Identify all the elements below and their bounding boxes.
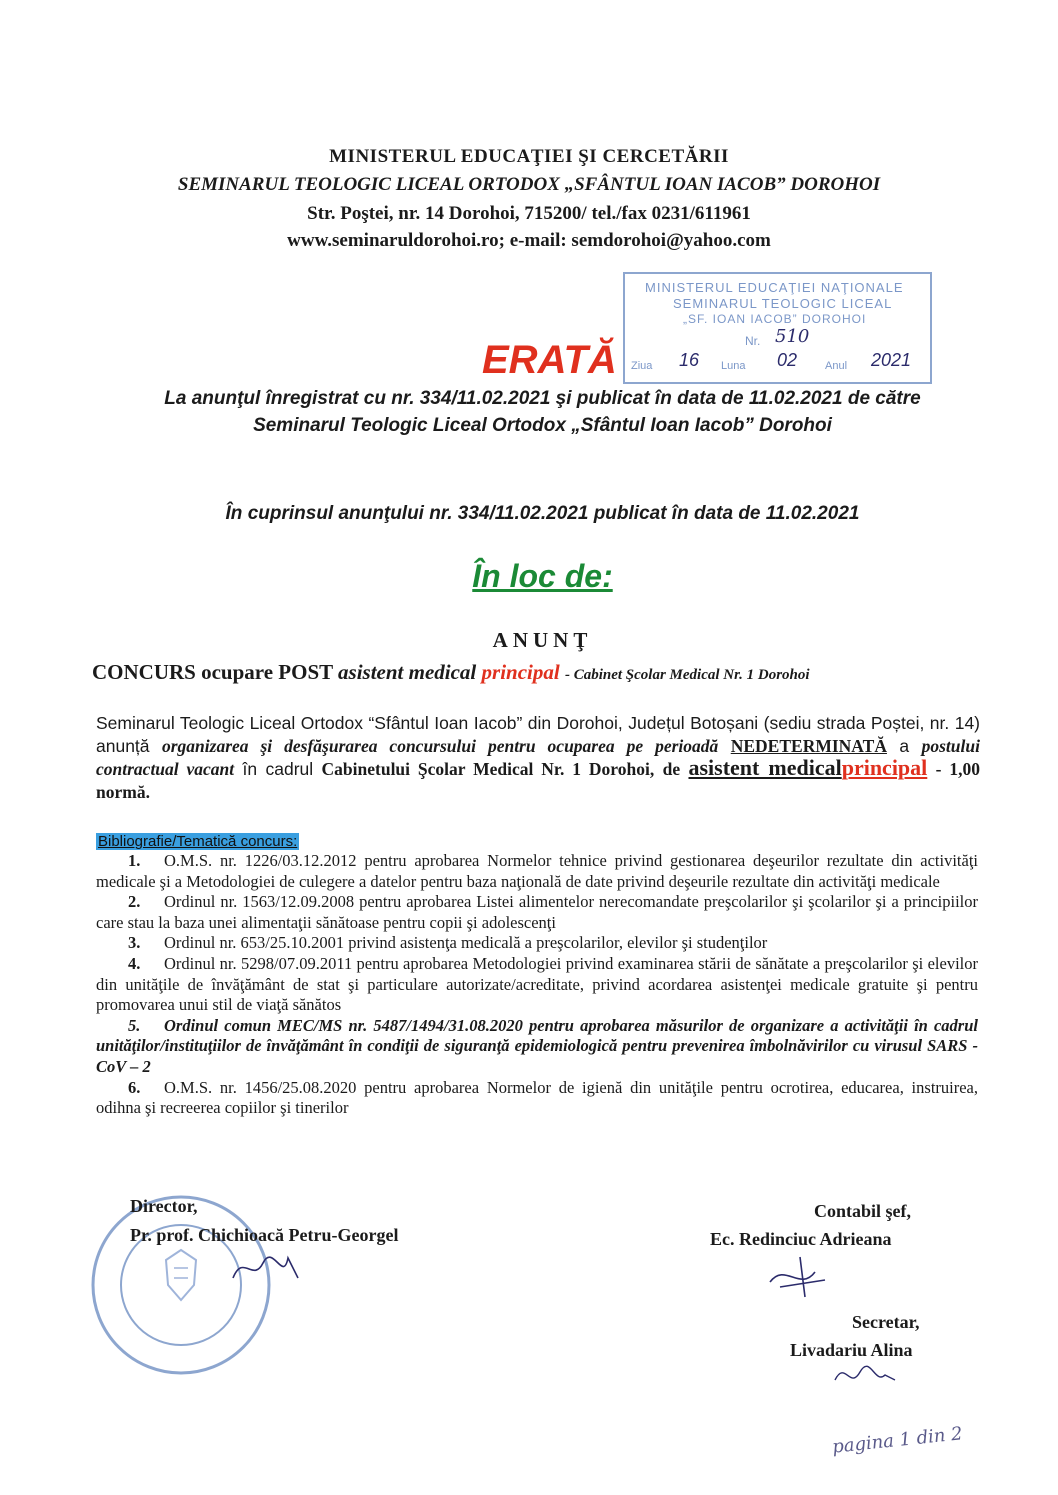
para-principal: principal (841, 755, 928, 780)
bibliography-heading: Bibliografie/Tematică concurs: (98, 833, 298, 850)
list-item (96, 1016, 978, 1078)
stamp-luna-label: Luna (721, 360, 746, 372)
para-norma: - 1,00 normă. (96, 759, 980, 802)
school-name: SEMINARUL TEOLOGIC LICEAL ORTODOX „SFÂNTUL IOAN IACOB” DOROHOI (177, 174, 881, 195)
stamp-luna-value: 02 (777, 350, 798, 370)
announcement-title: ANUNŢ (492, 628, 593, 652)
registration-stamp (623, 272, 932, 384)
item-text: Ordinul nr. 653/25.10.2001 privind asistenţa medicală a preşcolarilor, elevilor şi studenţilor (164, 933, 768, 953)
stamp-line-3: „SF. IOAN IACOB” DOROHOI (683, 312, 867, 326)
accountant-signature (760, 1252, 840, 1302)
para-postului: postului contractual vacant (96, 735, 980, 779)
director-title: Director, (130, 1196, 198, 1216)
stamp-nr-value: 510 (775, 326, 810, 347)
secretary-name: Livadariu Alina (790, 1340, 913, 1360)
para-organizarea: organizarea şi desfăşurarea concursului pentru ocuparea pe perioadă (161, 735, 719, 756)
accountant-title: Contabil şef, (814, 1201, 912, 1221)
para-nedeterminata: NEDETERMINATĂ (730, 735, 887, 756)
list-item (96, 954, 978, 1016)
concurs-part-d: - Cabinet Şcolar Medical Nr. 1 Dorohoi (564, 667, 810, 683)
item-text: Ordinul comun MEC/MS nr. 5487/1494/31.08.2020 pentru aprobarea măsurilor de organizare a activităţii în cadrul unităţilor/instituţiilor de învăţământ în condiţii de siguranţă epidemiologică pentru prevenirea îmbolnăvirilor cu virusul SARS - CoV – 2 (96, 1015, 978, 1076)
item-number: 6. (128, 1077, 141, 1097)
stamp-nr-label: Nr. (745, 334, 761, 348)
item-number: 5. (128, 1015, 141, 1035)
stamp-anul-value: 2021 (871, 350, 912, 370)
list-item (96, 851, 978, 892)
stamp-line-1: MINISTERUL EDUCAŢIEI NAŢIONALE (645, 280, 904, 295)
list-item (96, 933, 978, 954)
secretary-title: Secretar, (852, 1312, 920, 1332)
erata-title: ERATĂ (482, 338, 617, 382)
item-number: 3. (128, 933, 141, 953)
para-a: a (899, 735, 910, 756)
item-text: Ordinul nr. 1563/12.09.2008 pentru aprobarea Listei alimentelor nerecomandate preşcolarilor şi şcolarilor şi a principiilor care stau la baza unei alimentaţii sănătoase pentru copii şi adolescenţi (96, 892, 978, 932)
erata-line-1: La anunţul înregistrat cu nr. 334/11.02.2021 şi publicat în data de 11.02.2021 de către (164, 388, 921, 409)
item-number: 1. (128, 851, 141, 870)
stamp-anul-label: Anul (825, 360, 848, 372)
para-intro: Seminarul Teologic Liceal Ortodox “Sfântul Ioan Iacob” din Dorohoi, Județul Botoșani (sediu strada Poștei, nr. 14) anunță (96, 713, 980, 756)
item-text: Ordinul nr. 5298/07.09.2011 pentru aprobarea Metodologiei privind examinarea stării de sănătate a preşcolarilor şi elevilor din unităţile de învăţământ de stat şi particulare autorizate/acreditate, privind acordarea asistenţei medicale gratuite şi pentru promovarea unui stil de viaţă sănătos (96, 953, 978, 1015)
concurs-part-a: CONCURS ocupare POST (92, 660, 333, 684)
item-text: O.M.S. nr. 1226/03.12.2012 pentru aprobarea Normelor tehnice privind gestionarea deşeurilor rezultate din activităţi medicale şi a Metodologiei de culegere a datelor pentru baza naţională de date privind deşeurile rezultate din activităţi medicale (96, 851, 978, 891)
director-name: Pr. prof. Chichioacă Petru-Georgel (130, 1225, 399, 1245)
accountant-name: Ec. Redinciuc Adrieana (710, 1229, 892, 1249)
para-de: de (662, 759, 681, 779)
director-signature (228, 1248, 308, 1288)
stamp-ziua-label: Ziua (631, 360, 653, 372)
para-asistent: asistent medical (688, 755, 842, 780)
list-item (96, 1078, 978, 1119)
item-number: 4. (128, 953, 141, 973)
bibliography-list (96, 851, 978, 1119)
para-cabinet: Cabinetului Şcolar Medical Nr. 1 Dorohoi, (321, 759, 655, 779)
announcement-paragraph (96, 712, 980, 803)
para-in-cadrul: în cadrul (242, 759, 314, 779)
erata-line-3: În cuprinsul anunţului nr. 334/11.02.2021 publicat în data de 11.02.2021 (225, 503, 860, 524)
secretary-signature (830, 1360, 900, 1390)
item-text: O.M.S. nr. 1456/25.08.2020 pentru aprobarea Normelor de igienă din unităţile pentru ocrotirea, educarea, instruirea, odihna şi recreerea copiilor şi tinerilor (96, 1077, 978, 1118)
list-item (96, 892, 978, 933)
page-note: pagina 1 din 2 (831, 1423, 964, 1458)
stamp-ziua-value: 16 (679, 350, 700, 370)
in-loc-de-heading: În loc de: (472, 558, 613, 594)
concurs-line (92, 660, 810, 685)
erata-line-2: Seminarul Teologic Liceal Ortodox „Sfântul Ioan Iacob” Dorohoi (253, 415, 832, 436)
stamp-line-2: SEMINARUL TEOLOGIC LICEAL (673, 296, 893, 311)
concurs-part-c: principal (481, 660, 560, 684)
concurs-part-b: asistent medical (338, 660, 477, 684)
school-contact: www.seminaruldorohoi.ro; e-mail: semdorohoi@yahoo.com (287, 230, 771, 251)
ministry-header: MINISTERUL EDUCAŢIEI ŞI CERCETĂRII (329, 146, 729, 167)
item-number: 2. (128, 892, 141, 912)
school-address: Str. Poştei, nr. 14 Dorohoi, 715200/ tel./fax 0231/611961 (307, 203, 751, 224)
